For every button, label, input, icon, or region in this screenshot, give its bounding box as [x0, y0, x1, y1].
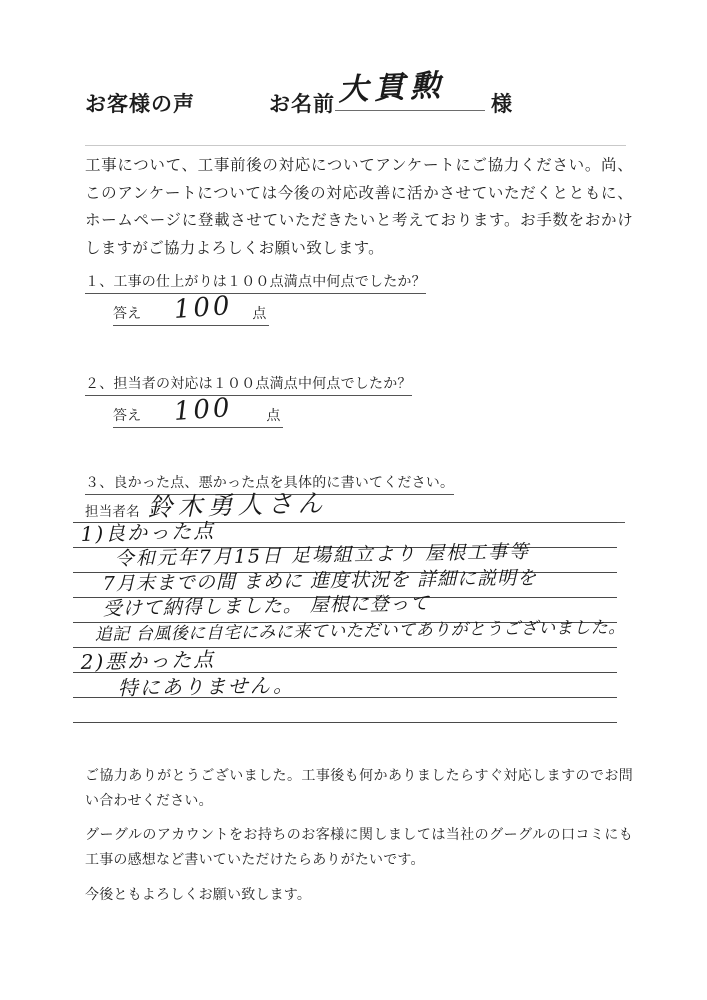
- question-2-text: ２、担当者の対応は１００点満点中何点でしたか？: [85, 373, 412, 396]
- handwritten-line: 受けて納得しました。 屋根に登って: [102, 592, 430, 621]
- rule-line: [73, 647, 617, 648]
- question-2-answer-row: [113, 392, 283, 428]
- answer-field-1[interactable]: [141, 290, 249, 326]
- customer-name-field[interactable]: [335, 68, 485, 111]
- answer-unit-1: 点: [249, 303, 268, 326]
- intro-paragraph: 工事について、工事前後の対応についてアンケートにご協力ください。尚、このアンケートについては今後の対応改善に活かさせていただくとともに、ホームページに登載させていただきたいと考えております。お手数をおかけしますがご協力よろしくお願い致します。: [85, 157, 633, 257]
- question-3-text: ３、良かった点、悪かった点を具体的に書いてください。: [85, 472, 454, 495]
- free-response-area[interactable]: [73, 518, 626, 722]
- answer-label-2: 答え: [113, 405, 141, 428]
- answer-unit-2: 点: [263, 405, 282, 428]
- page-title: お客様の声: [85, 93, 195, 116]
- rule-line: [73, 622, 617, 623]
- customer-name-label: お名前: [269, 93, 335, 116]
- rule-line: [73, 697, 617, 698]
- closing-paragraph-1: ご協力ありがとうございました。工事後も何かありましたらすぐ対応しますのでお問い合わせください。: [85, 767, 633, 808]
- handwritten-line: 特にありません。: [117, 672, 296, 701]
- answer-field-2[interactable]: [141, 392, 263, 428]
- customer-name-honorific: 様: [491, 93, 513, 116]
- closing-paragraph-2: グーグルのアカウントをお持ちのお客様に関しましては当社のグーグルの口コミにも工事の感想など書いていただけたらありがたいです。: [85, 826, 633, 867]
- customer-name-handwritten: 大貫勲: [337, 68, 447, 109]
- staff-name-label: 担当者名: [85, 500, 140, 523]
- handwritten-line: 追記 台風後に自宅にみに来ていただいてありがとうございました。: [94, 617, 626, 645]
- closing-paragraph-3: 今後ともよろしくお願い致します。: [85, 886, 312, 902]
- answer-label-1: 答え: [113, 303, 141, 326]
- header-divider: [85, 145, 626, 146]
- rule-line: [73, 547, 617, 548]
- rule-line: [73, 597, 617, 598]
- staff-name-handwritten: 鈴木勇人さん: [147, 488, 328, 523]
- rule-line: [73, 672, 617, 673]
- handwritten-line: 7月末までの間 まめに 進度状況を 詳細に説明を: [102, 566, 538, 596]
- question-1-text: １、工事の仕上がりは１００点満点中何点でしたか？: [85, 271, 426, 294]
- handwritten-line: 1)良かった点: [80, 518, 216, 547]
- answer-value-1-handwritten: 100: [173, 290, 234, 325]
- handwritten-line: 令和元年7月15日 足場組立より 屋根工事等: [114, 540, 531, 571]
- page-header: [85, 68, 630, 120]
- rule-line: [73, 722, 617, 723]
- answer-value-2-handwritten: 100: [173, 392, 234, 427]
- question-1-answer-row: [113, 290, 269, 326]
- handwritten-line: 2)悪かった点: [80, 647, 216, 675]
- staff-name-row: [85, 488, 625, 523]
- staff-name-field[interactable]: [140, 488, 625, 523]
- customer-name-block: [269, 68, 513, 118]
- rule-line: [73, 572, 617, 573]
- rule-line: [73, 522, 617, 523]
